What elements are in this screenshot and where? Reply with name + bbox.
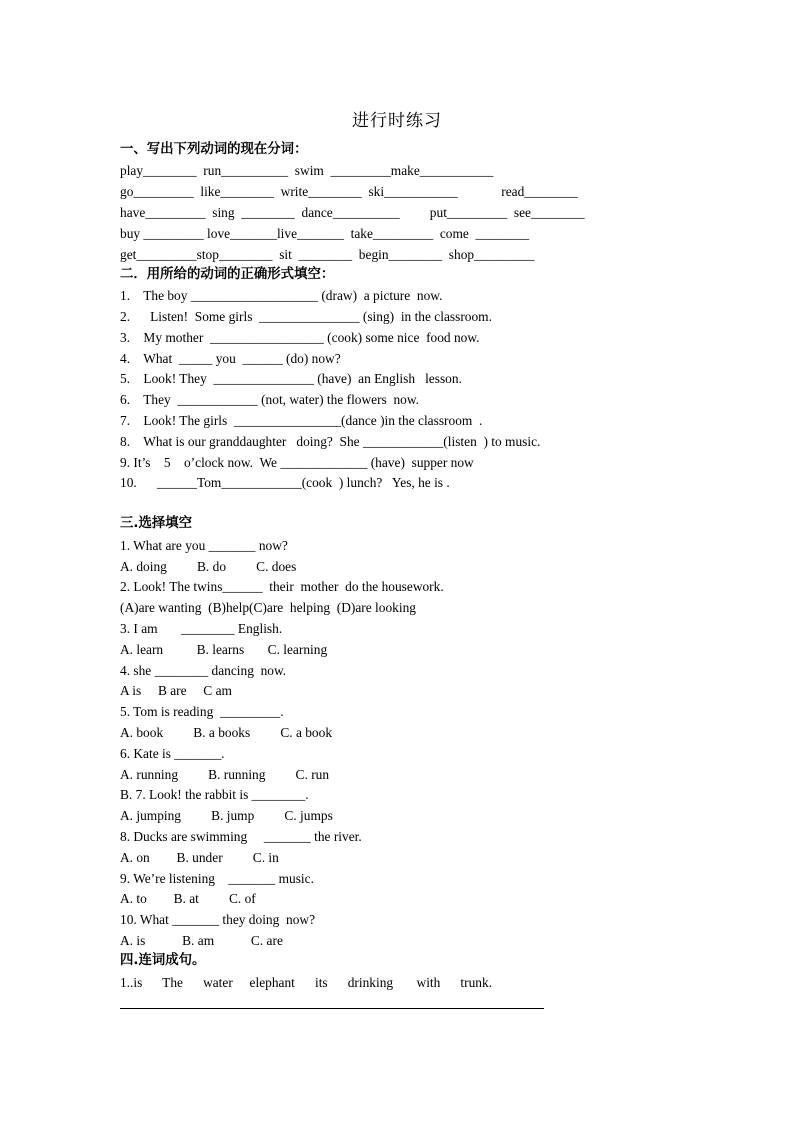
fill-in-item: 2. Listen! Some girls _______________ (sing) in the classroom. [120,309,492,324]
fill-in-item: 7. Look! The girls ________________(dance )in the classroom . [120,413,483,428]
verb-row: buy _________ love_______live_______ take_________ come ________ [120,226,530,241]
fill-in-item: 1. The boy ___________________ (draw) a picture now. [120,288,443,303]
fill-in-item: 5. Look! They _______________ (have) an English lesson. [120,371,462,386]
choice-line: (A)are wanting (B)help(C)are helping (D)are looking [120,600,416,615]
choice-line: 3. I am ________ English. [120,621,283,636]
choice-line: A. jumping B. jump C. jumps [120,808,333,823]
choice-line: A. book B. a books C. a book [120,725,333,740]
fill-in-item: 10. ______Tom____________(cook ) lunch? Yes, he is . [120,475,450,490]
choice-line: 2. Look! The twins______ their mother do the housework. [120,579,444,594]
choice-line: A. doing B. do C. does [120,559,297,574]
fill-in-item: 9. It’s 5 o’clock now. We _____________ (have) supper now [120,455,474,470]
choice-line: 9. We’re listening _______ music. [120,871,314,886]
verb-row: play________ run__________ swim _________make___________ [120,163,494,178]
section2-heading: 二．用所给的动词的正确形式填空： [120,267,335,282]
section3-heading: 三.选择填空 [120,516,193,531]
fill-in-item: 3. My mother _________________ (cook) some nice food now. [120,330,480,345]
choice-line: 4. she ________ dancing now. [120,663,287,678]
choice-line: 6. Kate is _______. [120,746,225,761]
answer-line [120,1008,544,1009]
choice-line: A. is B. am C. are [120,933,283,948]
choice-line: A. on B. under C. in [120,850,279,865]
fill-in-item: 6. They ____________ (not, water) the flowers now. [120,392,419,407]
verb-row: go_________ like________ write________ ski___________ read________ [120,184,578,199]
fill-in-item: 8. What is our granddaughter doing? She ____________(listen ) to music. [120,434,541,449]
word-order-line: 1..is The water elephant its drinking with trunk. [120,975,493,990]
choice-line: B. 7. Look! the rabbit is ________. [120,787,309,802]
fill-in-item: 4. What _____ you ______ (do) now? [120,351,341,366]
page-title: 进行时练习 [352,111,442,131]
choice-line: 1. What are you _______ now? [120,538,288,553]
choice-line: 5. Tom is reading _________. [120,704,284,719]
verb-row: get_________stop________ sit ________ begin________ shop_________ [120,247,535,262]
section4-heading: 四.连词成句。 [120,953,206,968]
choice-line: A. to B. at C. of [120,891,256,906]
section1-heading: 一、写出下列动词的现在分词： [120,142,308,157]
choice-line: A. learn B. learns C. learning [120,642,328,657]
choice-line: 10. What _______ they doing now? [120,912,316,927]
choice-line: A is B are C am [120,683,232,698]
choice-line: A. running B. running C. run [120,767,330,782]
verb-row: have_________ sing ________ dance__________ put_________ see________ [120,205,585,220]
choice-line: 8. Ducks are swimming _______ the river. [120,829,362,844]
